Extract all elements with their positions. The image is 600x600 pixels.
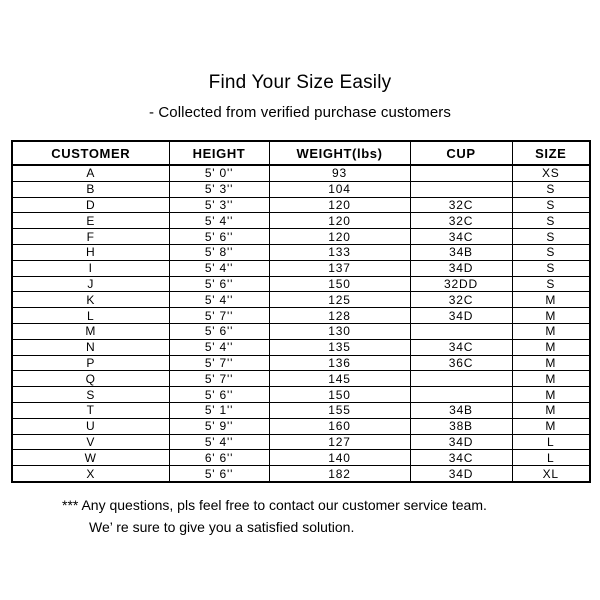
table-row [12,434,590,450]
cell-cup [410,323,512,339]
column-header-customer: CUSTOMER [12,141,169,165]
cell-customer: T [12,402,169,418]
cell-size: S [512,244,590,260]
cell-height: 5' 7'' [169,355,269,371]
cell-height: 5' 7'' [169,371,269,387]
cell-weight: 128 [269,308,410,324]
cell-weight: 150 [269,387,410,403]
column-header-weight: WEIGHT(lbs) [269,141,410,165]
table-row [12,181,590,197]
cell-customer: V [12,434,169,450]
cell-weight: 160 [269,418,410,434]
cell-size: S [512,276,590,292]
cell-customer: E [12,213,169,229]
cell-customer: W [12,450,169,466]
table-body [12,165,590,482]
cell-cup [410,387,512,403]
cell-size: XL [512,466,590,482]
cell-height: 6' 6'' [169,450,269,466]
cell-weight: 150 [269,276,410,292]
cell-cup: 34D [410,466,512,482]
cell-weight: 93 [269,165,410,181]
cell-size: S [512,181,590,197]
table-row [12,466,590,482]
cell-cup: 32DD [410,276,512,292]
cell-size: S [512,260,590,276]
cell-weight: 145 [269,371,410,387]
table-header-row [12,141,590,165]
cell-cup: 34B [410,244,512,260]
table-row [12,197,590,213]
cell-size: M [512,371,590,387]
cell-height: 5' 6'' [169,276,269,292]
cell-height: 5' 8'' [169,244,269,260]
cell-size: M [512,402,590,418]
cell-cup: 34D [410,308,512,324]
cell-customer: P [12,355,169,371]
table-row [12,276,590,292]
cell-height: 5' 6'' [169,229,269,245]
cell-customer: Q [12,371,169,387]
size-chart-table [11,140,591,483]
table-row [12,213,590,229]
table-row [12,418,590,434]
cell-cup [410,371,512,387]
cell-height: 5' 4'' [169,339,269,355]
cell-size: M [512,355,590,371]
page-subtitle: - Collected from verified purchase customers [148,104,451,121]
column-header-size: SIZE [512,141,590,165]
column-header-height: HEIGHT [169,141,269,165]
cell-height: 5' 4'' [169,260,269,276]
cell-height: 5' 4'' [169,213,269,229]
footer-note-solution: We’ re sure to give you a satisfied solution. [89,519,355,535]
cell-cup: 36C [410,355,512,371]
table-row [12,387,590,403]
cell-weight: 125 [269,292,410,308]
cell-height: 5' 4'' [169,292,269,308]
cell-weight: 120 [269,197,410,213]
table-row [12,323,590,339]
table-row [12,165,590,181]
cell-cup: 34C [410,339,512,355]
cell-cup: 38B [410,418,512,434]
table-row [12,355,590,371]
cell-weight: 136 [269,355,410,371]
cell-height: 5' 0'' [169,165,269,181]
table-row [12,260,590,276]
cell-customer: N [12,339,169,355]
cell-weight: 140 [269,450,410,466]
footer-note-contact: *** Any questions, pls feel free to contact our customer service team. [62,497,487,513]
cell-weight: 137 [269,260,410,276]
cell-size: M [512,387,590,403]
cell-customer: F [12,229,169,245]
cell-weight: 135 [269,339,410,355]
cell-height: 5' 6'' [169,466,269,482]
cell-size: M [512,292,590,308]
cell-weight: 120 [269,213,410,229]
page-title: Find Your Size Easily [208,72,392,93]
cell-size: M [512,323,590,339]
cell-height: 5' 1'' [169,402,269,418]
cell-size: L [512,434,590,450]
cell-size: M [512,308,590,324]
cell-customer: I [12,260,169,276]
cell-weight: 133 [269,244,410,260]
cell-weight: 127 [269,434,410,450]
table-row [12,402,590,418]
cell-cup [410,165,512,181]
cell-size: S [512,197,590,213]
cell-customer: D [12,197,169,213]
cell-height: 5' 6'' [169,323,269,339]
cell-cup: 32C [410,292,512,308]
cell-customer: H [12,244,169,260]
cell-size: S [512,229,590,245]
cell-customer: B [12,181,169,197]
cell-customer: A [12,165,169,181]
cell-weight: 130 [269,323,410,339]
cell-weight: 155 [269,402,410,418]
table-row [12,450,590,466]
table-row [12,292,590,308]
cell-customer: U [12,418,169,434]
cell-weight: 120 [269,229,410,245]
cell-size: XS [512,165,590,181]
cell-height: 5' 9'' [169,418,269,434]
table-row [12,339,590,355]
cell-cup: 34C [410,450,512,466]
cell-customer: K [12,292,169,308]
cell-height: 5' 3'' [169,197,269,213]
cell-cup: 32C [410,197,512,213]
cell-customer: S [12,387,169,403]
cell-height: 5' 6'' [169,387,269,403]
cell-customer: M [12,323,169,339]
cell-cup: 34C [410,229,512,245]
table-row [12,308,590,324]
cell-cup: 34D [410,260,512,276]
cell-customer: J [12,276,169,292]
cell-weight: 104 [269,181,410,197]
cell-cup: 34B [410,402,512,418]
cell-height: 5' 4'' [169,434,269,450]
cell-customer: L [12,308,169,324]
cell-customer: X [12,466,169,482]
cell-height: 5' 3'' [169,181,269,197]
cell-size: S [512,213,590,229]
cell-weight: 182 [269,466,410,482]
cell-size: M [512,339,590,355]
cell-size: L [512,450,590,466]
cell-height: 5' 7'' [169,308,269,324]
table-row [12,244,590,260]
cell-size: M [512,418,590,434]
table-row [12,371,590,387]
cell-cup: 32C [410,213,512,229]
column-header-cup: CUP [410,141,512,165]
table-row [12,229,590,245]
cell-cup: 34D [410,434,512,450]
cell-cup [410,181,512,197]
